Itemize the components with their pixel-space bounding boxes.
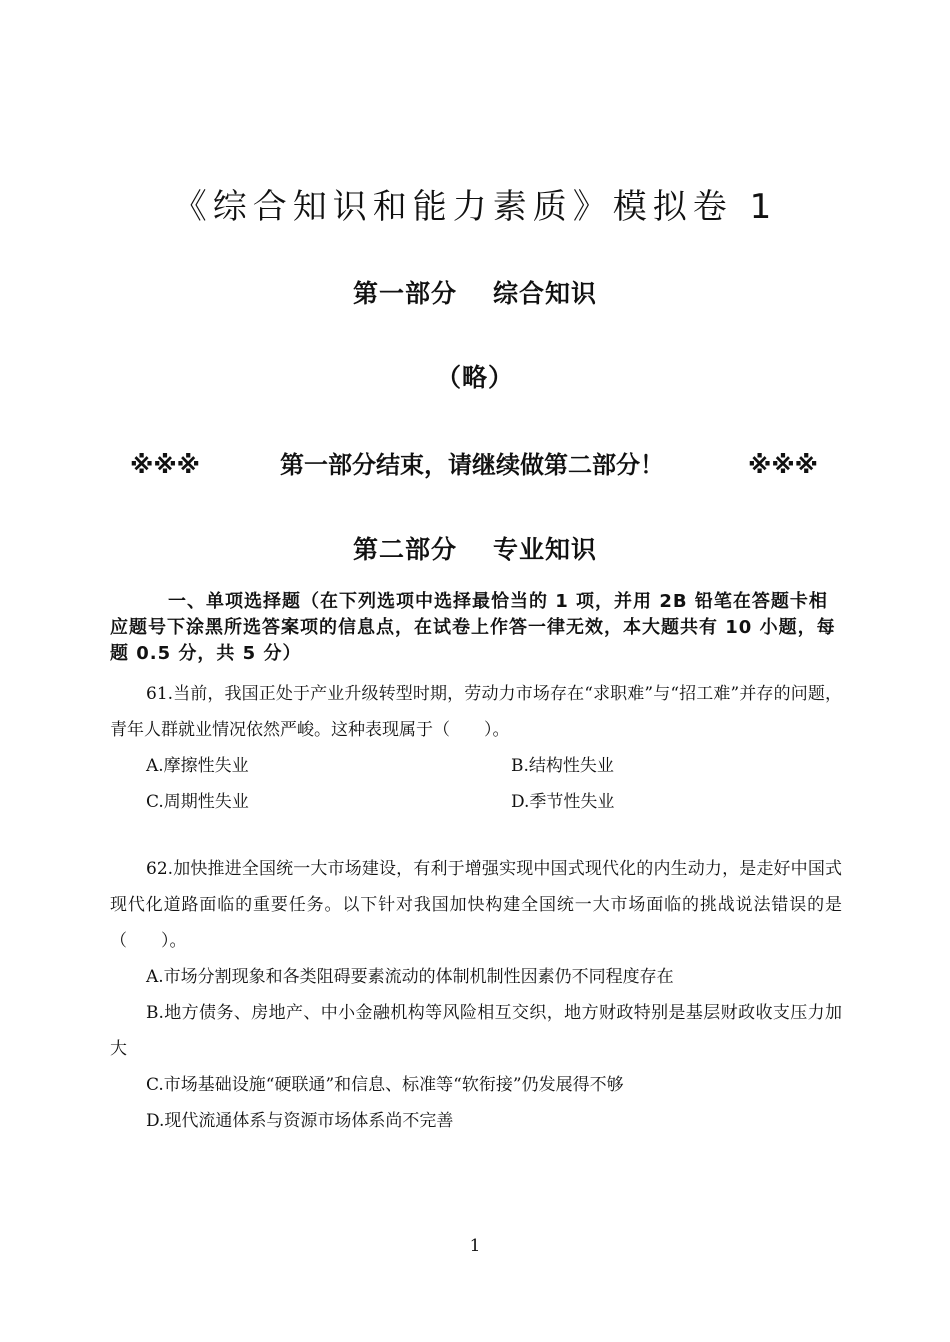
option-a: A.摩擦性失业: [146, 756, 249, 776]
option-d: D.季节性失业: [511, 792, 615, 812]
question-61: [110, 676, 842, 820]
divider-marks-left: ※※※: [130, 451, 200, 479]
option-d: D.现代流通体系与资源市场体系尚不完善: [146, 1111, 454, 1131]
option-c: C.市场基础设施“硬联通”和信息、标准等“软衔接”仍发展得不够: [146, 1075, 624, 1095]
option-c: C.周期性失业: [146, 792, 249, 812]
part1-name: 综合知识: [493, 279, 598, 308]
divider-text: 第一部分结束，请继续做第二部分！: [280, 451, 664, 479]
page-number: 1: [469, 1236, 481, 1256]
question-62: [110, 851, 842, 1139]
exam-title: 《综合知识和能力素质》模拟卷 1: [172, 187, 778, 227]
part1-heading: [0, 276, 950, 312]
part2-heading: [0, 532, 950, 568]
part1-label: 第一部分: [352, 279, 457, 308]
part1-omitted-note: （略）: [435, 363, 514, 392]
divider-marks-right: ※※※: [748, 451, 818, 479]
question-stem: 62.加快推进全国统一大市场建设，有利于增强实现中国式现代化的内生动力，是走好中国式现代化道路面临的重要任务。以下针对我国加快构建全国统一大市场面临的挑战说法错误的是（ ）。: [110, 859, 842, 951]
section-instructions: 一、单项选择题（在下列选项中选择最恰当的 1 项，并用 2B 铅笔在答题卡相应题号下涂黑所选答案项的信息点，在试卷上作答一律无效，本大题共有 10 小题，每题 0.5 分，共 5 分）: [110, 591, 836, 664]
option-a: A.市场分割现象和各类阻碍要素流动的体制机制性因素仍不同程度存在: [146, 967, 674, 987]
option-b: B.地方债务、房地产、中小金融机构等风险相互交织，地方财政特别是基层财政收支压力加大: [110, 1003, 842, 1059]
part2-name: 专业知识: [493, 535, 598, 564]
option-list: [110, 748, 842, 820]
question-stem: 61.当前，我国正处于产业升级转型时期，劳动力市场存在“求职难”与“招工难”并存的问题，青年人群就业情况依然严峻。这种表现属于（ ）。: [110, 684, 842, 740]
option-b: B.结构性失业: [511, 756, 614, 776]
part-divider: [0, 446, 950, 484]
part2-label: 第二部分: [352, 535, 457, 564]
